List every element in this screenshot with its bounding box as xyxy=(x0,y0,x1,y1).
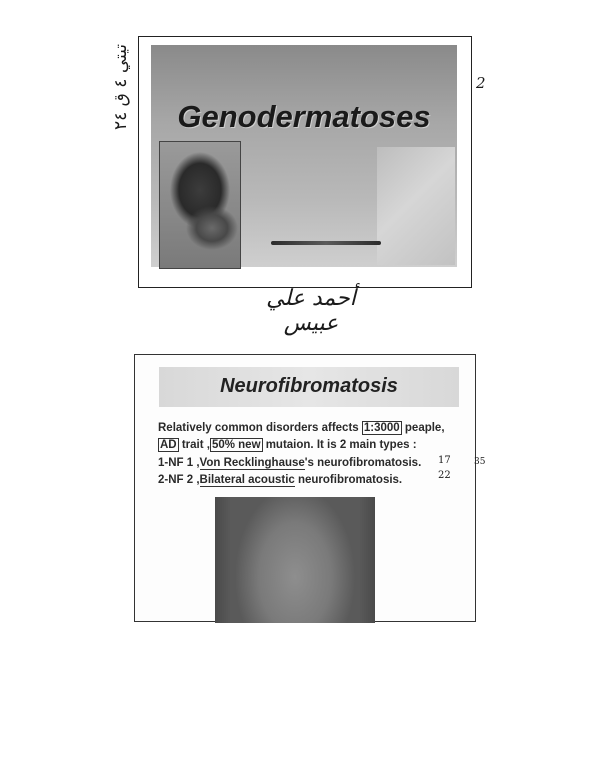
text-segment: 1-NF 1 , xyxy=(158,457,200,469)
slide-neurofibromatosis xyxy=(134,354,476,622)
slide-title: Neurofibromatosis xyxy=(220,375,398,397)
photo-shade xyxy=(359,497,375,623)
handwritten-margin-note: تيتي ٤ ق ٢٤ xyxy=(111,44,131,130)
slide-header xyxy=(159,367,459,407)
underlined-text: Von Recklinghause xyxy=(199,457,305,469)
skin-closeup-photo xyxy=(377,147,455,265)
patient-face-photo xyxy=(159,141,241,269)
slide-genodermatoses xyxy=(138,36,472,288)
boxed-text: AD xyxy=(160,439,177,451)
text-segment: 2-NF 2 , xyxy=(158,474,200,486)
handwritten-margin-number: 17 xyxy=(438,455,451,466)
text-line xyxy=(158,422,445,434)
text-segment: 's neurofibromatosis. xyxy=(304,457,422,469)
text-segment: mutaion. It is 2 main types : xyxy=(262,439,417,451)
text-line xyxy=(158,457,421,469)
text-line xyxy=(158,439,417,451)
text-segment: peaple, xyxy=(401,422,445,434)
boxed-text: 50% new xyxy=(211,439,261,451)
handwritten-margin-number: 35 xyxy=(474,457,486,467)
photo-shade xyxy=(215,497,231,623)
text-segment: Relatively common disorders affects xyxy=(158,422,362,434)
handwritten-page-number: 2 xyxy=(476,74,486,92)
handwritten-margin-number: 22 xyxy=(438,470,451,481)
slide-title: Genodermatoses xyxy=(177,99,431,134)
handwritten-signature: أحمد علي عبيس xyxy=(266,286,356,336)
slide-background xyxy=(151,45,457,267)
text-line xyxy=(158,474,402,486)
boxed-text: 1:3000 xyxy=(363,422,400,434)
text-segment: neurofibromatosis. xyxy=(294,474,403,486)
text-segment: trait , xyxy=(178,439,210,451)
underlined-text: Bilateral acoustic xyxy=(199,474,295,486)
scale-bar xyxy=(271,241,381,245)
patient-torso-photo xyxy=(215,497,375,623)
